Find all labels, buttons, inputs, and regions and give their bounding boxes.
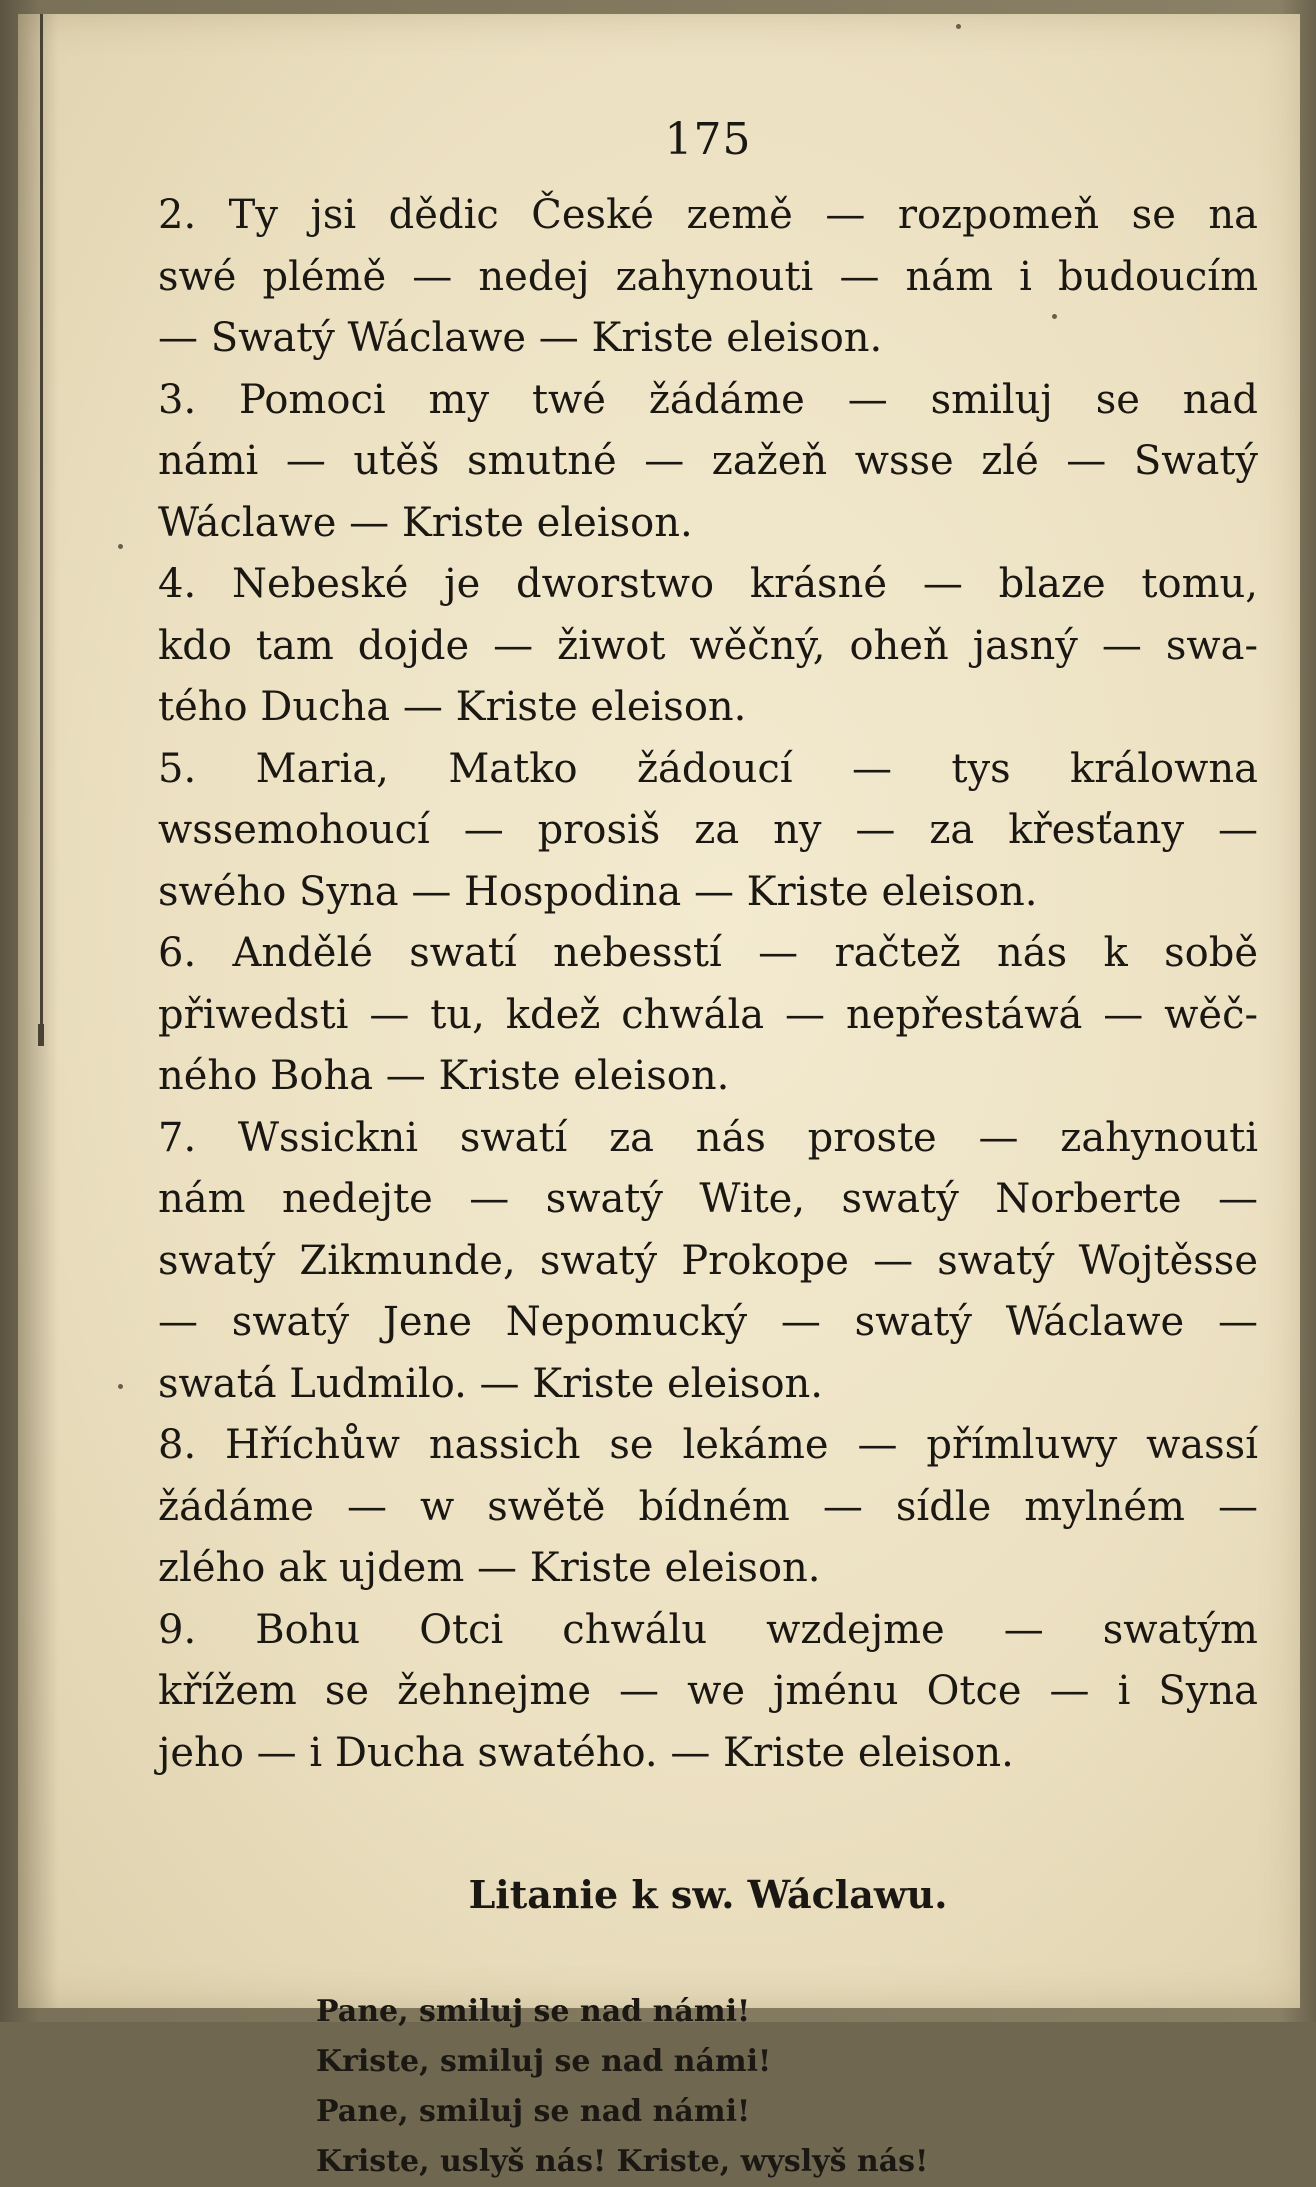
verse-line: 4. Nebeské je dworstwo krásné — blaze tomu, — [158, 561, 1258, 607]
verse-line: kdo tam dojde — žiwot wěčný, oheň jasný — swa- — [158, 622, 1258, 669]
verse-8 — [158, 1415, 1258, 1600]
litany-line: Pane, smiluj se nad námi! — [316, 1994, 751, 2029]
litany — [158, 1987, 1258, 2187]
verse-line: jeho — i Ducha swatého. — Kriste eleison. — [158, 1729, 1014, 1776]
verse-line: swého Syna — Hospodina — Kriste eleison. — [158, 868, 1038, 915]
speck — [118, 1384, 123, 1389]
verse-line: — Swatý Wáclawe — Kriste eleison. — [158, 315, 883, 361]
gutter-line — [40, 14, 43, 1024]
verse-2 — [158, 185, 1258, 370]
verse-9 — [158, 1600, 1258, 1785]
verse-line: swatý Zikmunde, swatý Prokope — swatý Wojtěsse — [158, 1237, 1258, 1284]
litany-line: Kriste, smiluj se nad námi! — [316, 2044, 772, 2079]
verse-line: 3. Pomoci my twé žádáme — smiluj se nad — [158, 376, 1258, 423]
book-page — [18, 14, 1300, 2179]
verse-5 — [158, 739, 1258, 924]
verse-line: zlého ak ujdem — Kriste eleison. — [158, 1545, 821, 1591]
speck — [956, 24, 961, 29]
page-text — [158, 114, 1258, 2187]
verse-line: nám nedejte — swatý Wite, swatý Norberte — — [158, 1176, 1258, 1222]
verse-line: žádáme — w swětě bídném — sídle mylném — — [158, 1483, 1258, 1530]
litany-line: Kriste, uslyš nás! Kriste, wyslyš nás! — [316, 2144, 929, 2179]
verse-7 — [158, 1108, 1258, 1416]
page-number: 175 — [664, 114, 752, 165]
verse-4 — [158, 554, 1258, 739]
verse-line: ného Boha — Kriste eleison. — [158, 1053, 730, 1099]
verse-line: 8. Hříchůw nassich se lekáme — přímluwy wassí — [158, 1422, 1258, 1468]
verse-line: wssemohoucí — prosiš za ny — za křesťany — — [158, 807, 1258, 853]
verse-line: swatá Ludmilo. — Kriste eleison. — [158, 1360, 824, 1407]
gutter-notch — [38, 1024, 44, 1046]
litany-title: Litanie k sw. Wáclawu. — [468, 1872, 948, 1917]
litany-line: Pane, smiluj se nad námi! — [316, 2094, 751, 2129]
verse-line: tého Ducha — Kriste eleison. — [158, 684, 747, 730]
verse-line: 9. Bohu Otci chwálu wzdejme — swatým — [158, 1606, 1258, 1653]
verse-6 — [158, 923, 1258, 1108]
verse-line: 2. Ty jsi dědic České země — rozpomeň se na — [158, 192, 1258, 238]
verse-line: swé plémě — nedej zahynouti — nám i budoucím — [158, 253, 1258, 300]
verse-line: 7. Wssickni swatí za nás proste — zahynouti — [158, 1114, 1258, 1161]
verse-3 — [158, 370, 1258, 555]
verse-line: Wáclawe — Kriste eleison. — [158, 499, 693, 546]
verse-line: 6. Andělé swatí nebesstí — račtež nás k sobě — [158, 930, 1258, 976]
verse-line: přiwedsti — tu, kdež chwála — nepřestáwá — wěč- — [158, 991, 1258, 1038]
gutter-shadow — [18, 14, 58, 2008]
verse-line: námi — utěš smutné — zažeň wsse zlé — Swatý — [158, 438, 1258, 484]
verse-line: — swatý Jene Nepomucký — swatý Wáclawe — — [158, 1299, 1258, 1345]
verse-line: křížem se žehnejme — we jménu Otce — i Syna — [158, 1668, 1258, 1714]
speck — [118, 544, 123, 549]
verse-line: 5. Maria, Matko žádoucí — tys králowna — [158, 745, 1258, 792]
